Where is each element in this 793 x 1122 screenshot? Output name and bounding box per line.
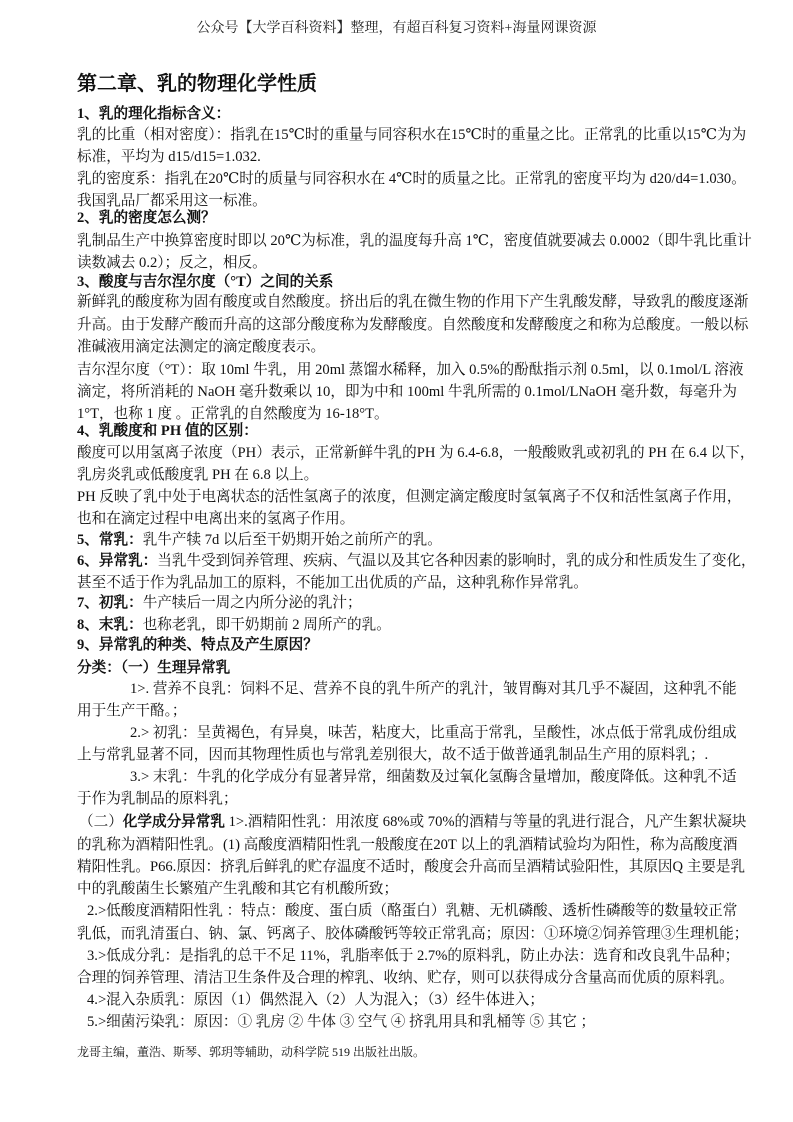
text-line: 精阳性乳。P66.原因：挤乳后鲜乳的贮存温度不适时，酸度会升高而呈酒精试验阳性，其原因Q 主要是乳 — [77, 859, 746, 875]
term-text: 当乳牛受到饲养管理、疾病、气温以及其它各种因素的影响时，乳的成分和性质发生了变化， — [157, 553, 756, 569]
term-text: 乳牛产犊 7d 以后至干奶期开始之前所产的乳。 — [142, 532, 442, 548]
text-line: 合理的饲养管理、清洁卫生条件及合理的榨乳、收纳、贮存，则可以获得成分含量高而优质的原料乳。 — [77, 970, 734, 986]
text-line: 3.>低成分乳：是指乳的总干不足 11%，乳脂率低于 2.7%的原料乳，防止办法：选育和改良乳牛品种； — [87, 948, 740, 964]
text-line: 2.>低酸度酒精阳性乳 ：特点：酸度、蛋白质（酪蛋白）乳糖、无机磷酸、透析性磷酸等的数量较正常 — [87, 903, 738, 919]
definition-line — [77, 551, 756, 571]
text-line: 1°T，也称 1 度 。正常乳的自然酸度为 16-18°T。 — [77, 406, 389, 422]
term-label: 5、常乳： — [77, 532, 143, 548]
text-line: PH 反映了乳中处于电离状态的活性氢离子的浓度，但测定滴定酸度时氢氧离子不仅和活性氢离子作用， — [77, 489, 742, 505]
text-line: 乳房炎乳或低酸度乳 PH 在 6.8 以上。 — [77, 467, 319, 483]
subsection-prefix: （二） — [79, 814, 123, 830]
text-line: 2.> 初乳：呈黄褐色，有异臭，味苦，粘度大，比重高于常乳，呈酸性，冰点低于常乳成份组成 — [130, 725, 737, 741]
section-heading: 9、异常乳的种类、特点及产生原因？ — [77, 637, 318, 653]
section-heading: 2、乳的密度怎么测？ — [77, 210, 216, 226]
text-line: 读数减去 0.2）；反之，相反。 — [77, 255, 267, 271]
definition-line — [77, 593, 362, 613]
text-line: 1>. 营养不良乳：饲料不足、营养不良的乳牛所产的乳汁，皱胃酶对其几乎不凝固，这种乳不能 — [130, 681, 737, 697]
text-line: 也和在滴定过程中电离出来的氢离子作用。 — [77, 511, 355, 527]
section-heading: 4、乳酸度和 PH 值的区别： — [77, 423, 258, 439]
term-label: 7、初乳： — [77, 595, 143, 611]
text-line: 的乳称为酒精阳性乳。(1) 高酸度酒精阳性乳一般酸度在20T 以上的乳酒精试验均为阳性，称为高酸度酒 — [77, 837, 738, 853]
text-line: 上与常乳显著不同，因而其物理性质也与常乳差别很大，故不适于做普通乳制品生产用的原料乳；. — [77, 747, 709, 763]
text-line: 乳低，而乳清蛋白、钠、氯、钙离子、胶体磷酸钙等较正常乳高；原因：①环境②饲养管理③生理机能； — [77, 926, 749, 942]
subsection-heading: 化学成分异常乳 — [122, 814, 225, 830]
page-footer: 龙哥主编，董浩、斯琴、郭玥等辅助，动科学院 519 出版社出版。 — [77, 1045, 426, 1059]
text-line: 乳的密度系：指乳在20℃时的质量与同容积水在 4℃时的质量之比。正常乳的密度平均为 d20/d4=1.030。 — [77, 171, 746, 187]
text-line: 甚至不适于作为乳品加工的原料，不能加工出优质的产品，这种乳称作异常乳。 — [77, 575, 588, 591]
page-header: 公众号【大学百科资料】整理，有超百科复习资料+海量网课资源 — [196, 21, 597, 36]
text-line: 新鲜乳的酸度称为固有酸度或自然酸度。挤出后的乳在微生物的作用下产生乳酸发酵，导致乳的酸度逐渐 — [77, 294, 749, 310]
section-heading: 3、酸度与吉尔涅尔度（°T）之间的关系 — [77, 274, 334, 290]
text-line: 4.>混入杂质乳：原因（1）偶然混入（2）人为混入；（3）经牛体进入； — [87, 992, 544, 1008]
text-line: 标准，平均为 d15/d15=1.032. — [77, 149, 261, 165]
text-line: 5.>细菌污染乳：原因：① 乳房 ② 牛体 ③ 空气 ④ 挤乳用具和乳桶等 ⑤ 其它 ； — [87, 1014, 596, 1030]
term-label: 8、末乳： — [77, 617, 143, 633]
chapter-title: 第二章、乳的物理化学性质 — [77, 73, 317, 95]
term-label: 6、异常乳： — [77, 553, 158, 569]
term-text: 也称老乳，即干奶期前 2 周所产的乳。 — [142, 617, 391, 633]
text-line: 3.> 末乳：牛乳的化学成分有显著异常，细菌数及过氧化氢酶含量增加，酸度降低。这种乳不适 — [130, 769, 737, 785]
text-line: 乳制品生产中换算密度时即以 20℃为标准，乳的温度每升高 1℃，密度值就要减去 0.0002（即牛乳比重计 — [77, 233, 752, 249]
text-line: 于作为乳制品的原料乳； — [77, 791, 238, 807]
definition-line — [77, 530, 442, 550]
term-text: 牛产犊后一周之内所分泌的乳汁； — [142, 595, 362, 611]
text-line: 用于生产干酪。； — [77, 703, 187, 719]
text-line: 升高。由于发酵产酸而升高的这部分酸度称为发酵酸度。自然酸度和发酵酸度之和称为总酸度。一般以标 — [77, 317, 749, 333]
text-line: 中的乳酸菌生长繁殖产生乳酸和其它有机酸所致； — [77, 881, 399, 897]
definition-line — [77, 615, 391, 635]
text-line: 酸度可以用氢离子浓度（PH）表示，正常新鲜牛乳的PH 为 6.4-6.8，一般酸败乳或初乳的 PH 在 6.4 以下， — [77, 445, 755, 461]
text-line: 滴定，将所消耗的 NaOH 毫升数乘以 10，即为中和 100ml 牛乳所需的 0.1mol/LNaOH 毫升数，每毫升为 — [77, 384, 737, 400]
text: 1>.酒精阳性乳：用浓度 68%或 70%的酒精与等量的乳进行混合，凡产生絮状凝块 — [224, 814, 747, 830]
text-line: 我国乳品厂都采用这一标准。 — [77, 193, 267, 209]
text-line: 准碱液用滴定法测定的滴定酸度表示。 — [77, 339, 326, 355]
subsection-line — [79, 812, 746, 832]
section-heading: 1、乳的理化指标含义： — [77, 106, 231, 122]
text-line: 乳的比重（相对密度）：指乳在15℃时的重量与同容积水在15℃时的重量之比。正常乳的比重以15℃为为 — [77, 127, 747, 143]
text-line: 吉尔涅尔度（°T）：取 10ml 牛乳，用 20ml 蒸馏水稀释，加入 0.5%的酚酞指示剂 0.5ml，以 0.1mol/L 溶液 — [77, 362, 744, 378]
subsection-heading: 分类：（一）生理异常乳 — [77, 660, 231, 676]
